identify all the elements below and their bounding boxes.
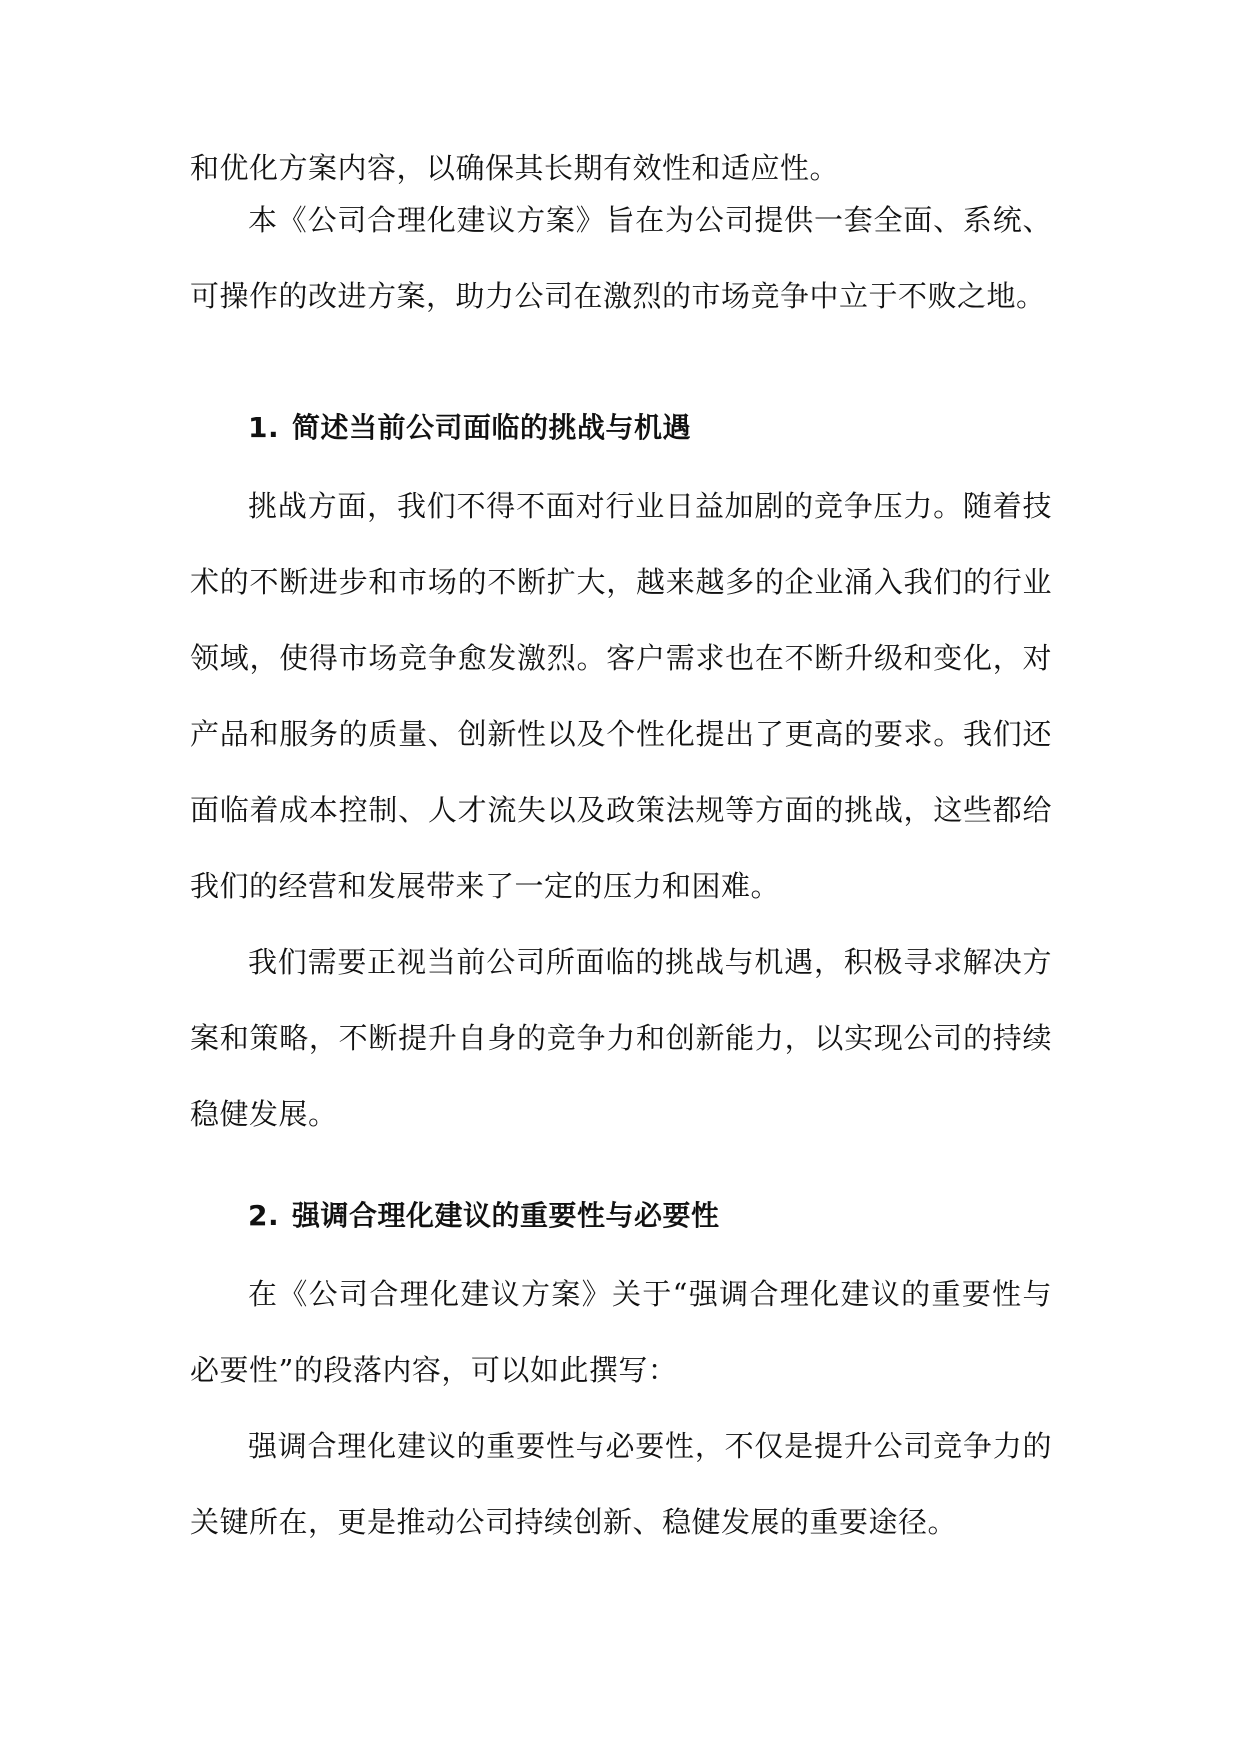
paragraph-intro-summary: 本《公司合理化建议方案》旨在为公司提供一套全面、系统、可操作的改进方案，助力公司在激烈的市场竞争中立于不败之地。 [190, 203, 1052, 313]
paragraph-importance: 强调合理化建议的重要性与必要性，不仅是提升公司竞争力的关键所在，更是推动公司持续创新、稳健发展的重要途径。 [190, 1429, 1052, 1539]
paragraph-challenges: 挑战方面，我们不得不面对行业日益加剧的竞争压力。随着技术的不断进步和市场的不断扩大，越来越多的企业涌入我们的行业领域，使得市场竞争愈发激烈。客户需求也在不断升级和变化，对产品和服务的质量、创新性以及个性化提出了更高的要求。我们还面临着成本控制、人才流失以及政策法规等方面的挑战，这些都给我们的经营和发展带来了一定的压力和困难。 [190, 489, 1052, 903]
section-number-2: 2. [248, 1199, 280, 1232]
section-heading-1 [248, 408, 691, 448]
paragraph-continuation: 和优化方案内容，以确保其长期有效性和适应性。 [190, 151, 840, 185]
paragraph-face-challenges: 我们需要正视当前公司所面临的挑战与机遇，积极寻求解决方案和策略，不断提升自身的竞争力和创新能力，以实现公司的持续稳健发展。 [190, 945, 1052, 1131]
section-title-2: 强调合理化建议的重要性与必要性 [292, 1199, 720, 1232]
section-number-1: 1. [248, 411, 280, 444]
paragraph-writing-note: 在《公司合理化建议方案》关于“强调合理化建议的重要性与必要性”的段落内容，可以如此撰写： [190, 1277, 1052, 1387]
section-heading-2 [248, 1196, 720, 1236]
section-title-1: 简述当前公司面临的挑战与机遇 [292, 411, 692, 444]
